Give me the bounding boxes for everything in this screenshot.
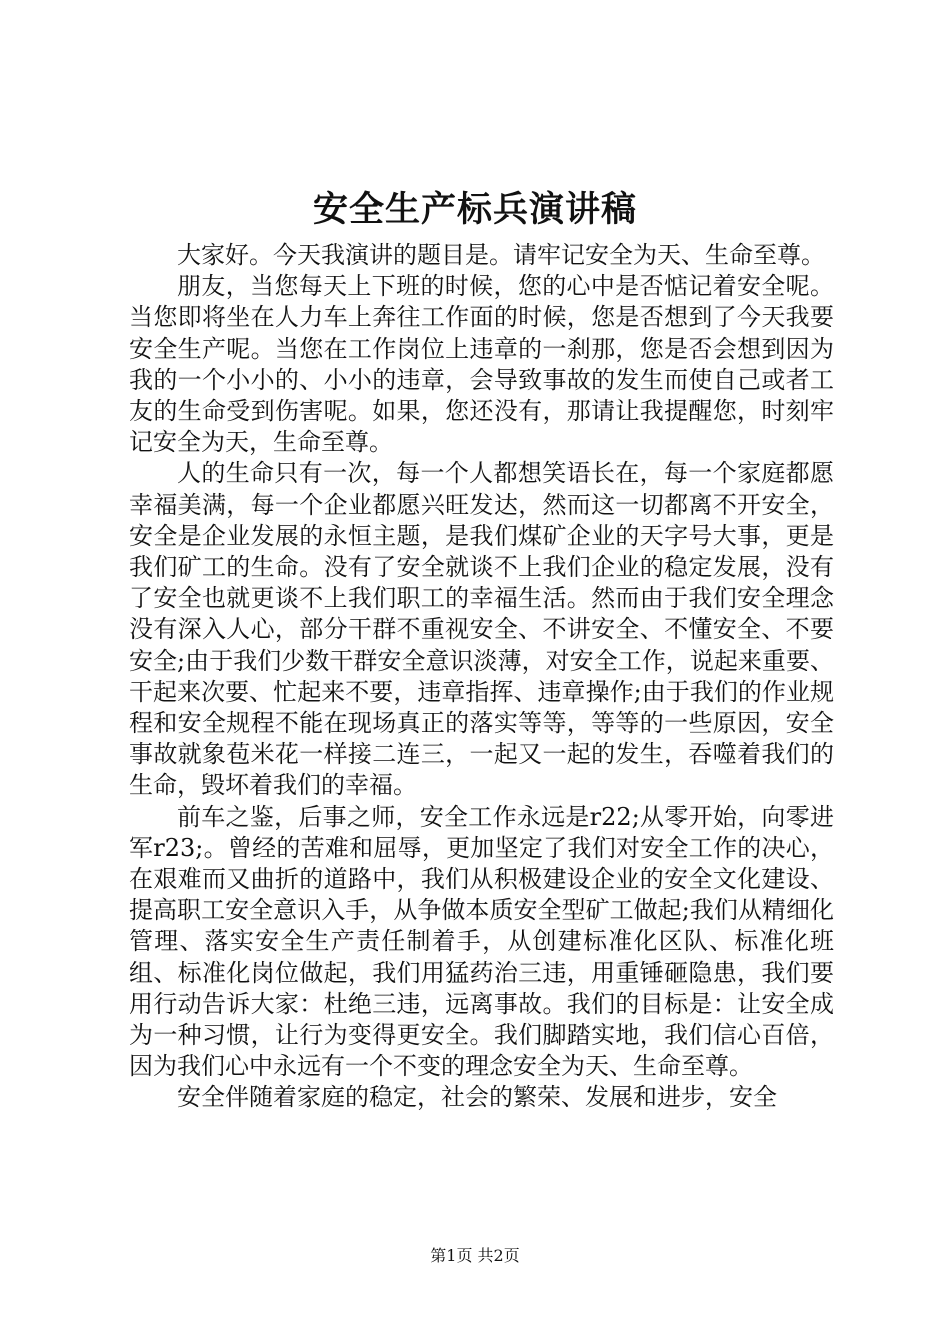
document-title: 安全生产标兵演讲稿 (312, 189, 637, 230)
document-body (129, 240, 834, 1114)
page-number-footer: 第1页 共2页 (430, 1246, 520, 1265)
paragraph-3: 人的生命只有一次，每一个人都想笑语长在，每一个家庭都愿幸福美满，每一个企业都愿兴旺发达，然而这一切都离不开安全，安全是企业发展的永恒主题，是我们煤矿企业的天字号大事，更是我们矿工的生命。没有了安全就谈不上我们企业的稳定发展，没有了安全也就更谈不上我们职工的幸福生活。然而由于我们安全理念没有深入人心，部分干群不重视安全、不讲安全、不懂安全、不要安全;由于我们少数干群安全意识淡薄，对安全工作，说起来重要、干起来次要、忙起来不要，违章指挥、违章操作;由于我们的作业规程和安全规程不能在现场真正的落实等等，等等的一些原因，安全事故就象苞米花一样接二连三，一起又一起的发生，吞噬着我们的生命，毁坏着我们的幸福。 (129, 459, 834, 800)
paragraph-4: 前车之鉴，后事之师，安全工作永远是r22;从零开始，向零进军r23;。曾经的苦难和屈辱，更加坚定了我们对安全工作的决心，在艰难而又曲折的道路中，我们从积极建设企业的安全文化建设、提高职工安全意识入手，从争做本质安全型矿工做起;我们从精细化管理、落实安全生产责任制着手，从创建标准化区队、标准化班组、标准化岗位做起，我们用猛药治三违，用重锤砸隐患，我们要用行动告诉大家：杜绝三违，远离事故。我们的目标是：让安全成为一种习惯，让行为变得更安全。我们脚踏实地，我们信心百倍，因为我们心中永远有一个不变的理念安全为天、生命至尊。 (129, 802, 834, 1081)
paragraph-2: 朋友，当您每天上下班的时候，您的心中是否惦记着安全呢。当您即将坐在人力车上奔往工作面的时候，您是否想到了今天我要安全生产呢。当您在工作岗位上违章的一刹那，您是否会想到因为我的一个小小的、小小的违章，会导致事故的发生而使自己或者工友的生命受到伤害呢。如果，您还没有，那请让我提醒您，时刻牢记安全为天，生命至尊。 (129, 272, 834, 457)
paragraph-1: 大家好。今天我演讲的题目是。请牢记安全为天、生命至尊。 (177, 241, 825, 269)
paragraph-5: 安全伴随着家庭的稳定，社会的繁荣、发展和进步，安全 (177, 1083, 777, 1112)
